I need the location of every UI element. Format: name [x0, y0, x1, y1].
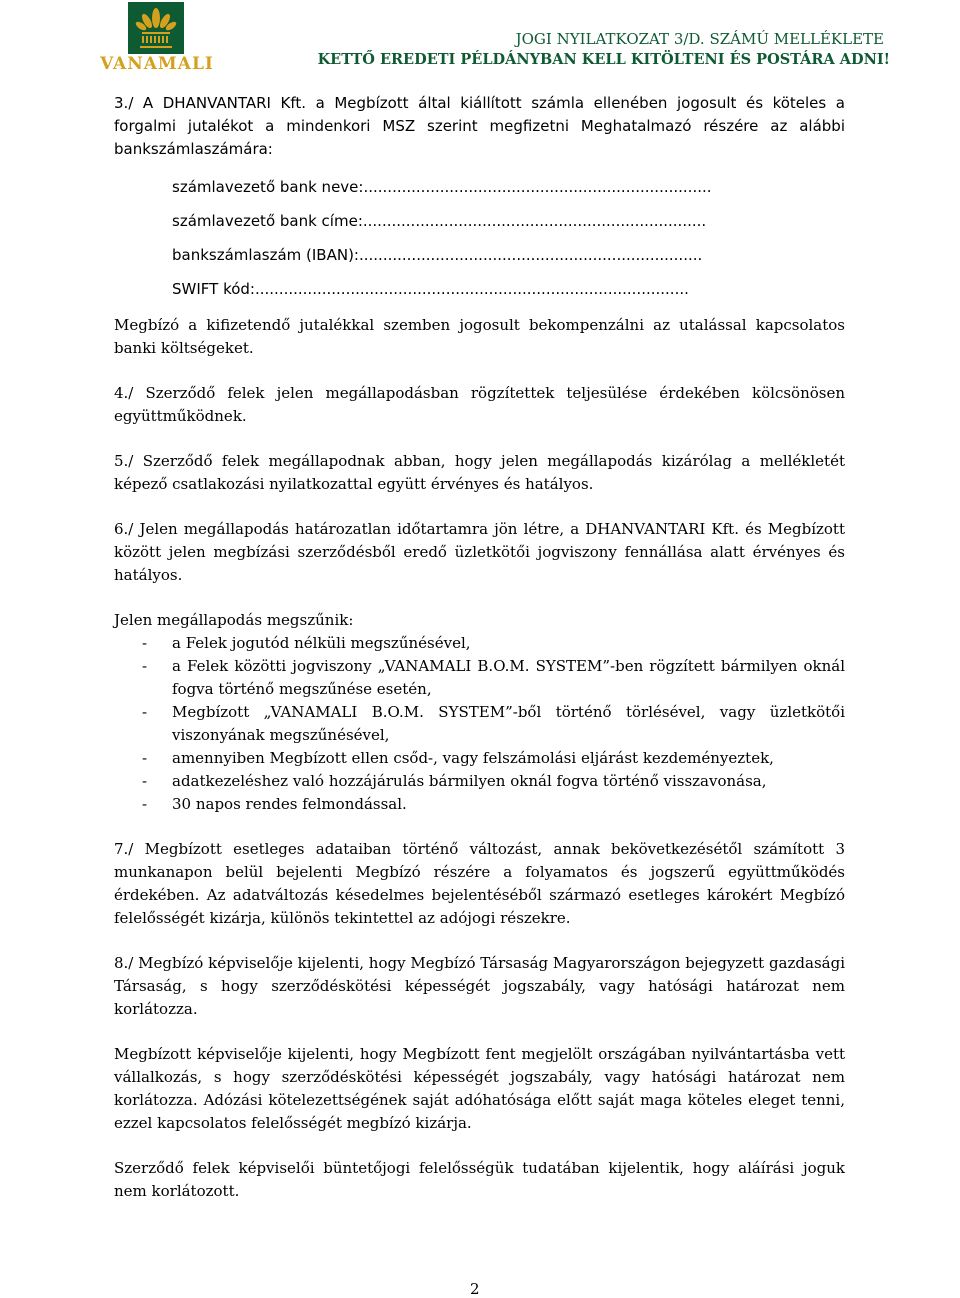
- section-4-text: 4./ Szerződő felek jelen megállapodásban rögzítettek teljesülése érdekében kölcsönösen együttműködnek.: [114, 384, 845, 425]
- section-3-body: a Megbízott által kiállított számla ellenében jogosult és köteles a forgalmi jutalékot a mindenkori MSZ szerint megfizetni Meghatalmazó részére az alábbi bankszámlaszámára:: [114, 94, 845, 158]
- bank-fees-text: Megbízó a kifizetendő jutalékkal szemben jogosult bekompenzálni az utalással kapcsolatos banki költségeket.: [114, 316, 845, 357]
- list-dash: -: [142, 703, 148, 721]
- list-dash: -: [142, 749, 148, 767]
- header-instruction: KETTŐ EREDETI PÉLDÁNYBAN KELL KITÖLTENI ÉS POSTÁRA ADNI!: [317, 51, 890, 68]
- section-8-text: 8./ Megbízó képviselője kijelenti, hogy Megbízó Társaság Magyarországon bejegyzett gazdasági Társaság, s hogy szerződéskötési képességét jogszabály, vagy hatósági határozat nem korlátozza.: [114, 954, 845, 1018]
- liability-statement: Szerződő felek képviselői büntetőjogi felelősségük tudatában kijelentik, hogy aláírási joguk nem korlátozott.: [114, 1159, 845, 1200]
- list-item: - a Felek közötti jogviszony „VANAMALI B.O.M. SYSTEM”-ben rögzített bármilyen oknál fogva történő megszűnése esetén,: [142, 657, 845, 698]
- termination-intro: Jelen megállapodás megszűnik:: [114, 611, 354, 629]
- list-dash: -: [142, 795, 148, 813]
- section-6-text: 6./ Jelen megállapodás határozatlan időtartamra jön létre, a DHANVANTARI Kft. és Megbízott között jelen megbízási szerződésből eredő üzletkötői jogviszony fennállása alatt érvényes és hatályos.: [114, 520, 845, 584]
- termination-list: [114, 632, 845, 816]
- logo-wordmark: VANAMALI: [100, 54, 214, 74]
- list-item: - adatkezeléshez való hozzájárulás bármilyen oknál fogva történő visszavonása,: [114, 770, 845, 793]
- bank-address-field[interactable]: számlavezető bank címe:........................................................................: [172, 212, 707, 230]
- iban-field[interactable]: bankszámlaszám (IBAN):........................................................................: [172, 246, 703, 264]
- list-item: - Megbízott „VANAMALI B.O.M. SYSTEM”-ből történő törlésével, vagy üzletkötői viszonyának megszűnésével,: [142, 703, 845, 744]
- page-header: [0, 0, 960, 78]
- list-dash: -: [142, 657, 148, 675]
- section-5-text: 5./ Szerződő felek megállapodnak abban, hogy jelen megállapodás kizárólag a mellékletét képező csatlakozási nyilatkozattal együtt érvényes és hatályos.: [114, 452, 845, 493]
- list-item: - a Felek jogutód nélküli megszűnésével,: [114, 632, 845, 655]
- list-item: - amennyiben Megbízott ellen csőd-, vagy felszámolási eljárást kezdeményeztek,: [114, 747, 845, 770]
- contractor-declaration: Megbízott képviselője kijelenti, hogy Megbízott fent megjelölt országában nyilvántartásba vett vállalkozás, s hogy szerződéskötési képességét jogszabály, vagy hatósági határozat nem korlátozza. Adózási kötelezettségének saját adóhatósága előtt saját maga köteles eleget tenni, ezzel kapcsolatos felelősségét megbízó kizárja.: [114, 1045, 845, 1132]
- swift-field[interactable]: SWIFT kód:...........................................................................................: [172, 280, 689, 298]
- list-dash: -: [142, 634, 148, 652]
- section-3-text: [114, 92, 845, 161]
- vanamali-logo: [128, 2, 184, 54]
- bank-name-field[interactable]: számlavezető bank neve:.........................................................................: [172, 178, 712, 196]
- document-body: [114, 92, 845, 1203]
- section-7-text: 7./ Megbízott esetleges adataiban történő változást, annak bekövetkezésétől számított 3 munkanapon belül bejelenti Megbízó részére a folyamatos és jogszerű együttműködés érdekében. Az adatváltozás késedelmes bejelentéséből származó esetleges károkért Megbízó felelősségét kizárja, különös tekintettel az adójogi részekre.: [114, 840, 845, 927]
- section-3-number: 3.: [114, 94, 129, 112]
- header-title: JOGI NYILATKOZAT 3/D. SZÁMÚ MELLÉKLETE: [515, 30, 884, 48]
- lotus-icon: [128, 2, 184, 54]
- bank-fields: [172, 170, 845, 306]
- list-item: - 30 napos rendes felmondással.: [114, 793, 845, 816]
- section-3-company: / A DHANVANTARI Kft.: [128, 94, 307, 112]
- page-number: 2: [470, 1280, 480, 1298]
- list-dash: -: [142, 772, 148, 790]
